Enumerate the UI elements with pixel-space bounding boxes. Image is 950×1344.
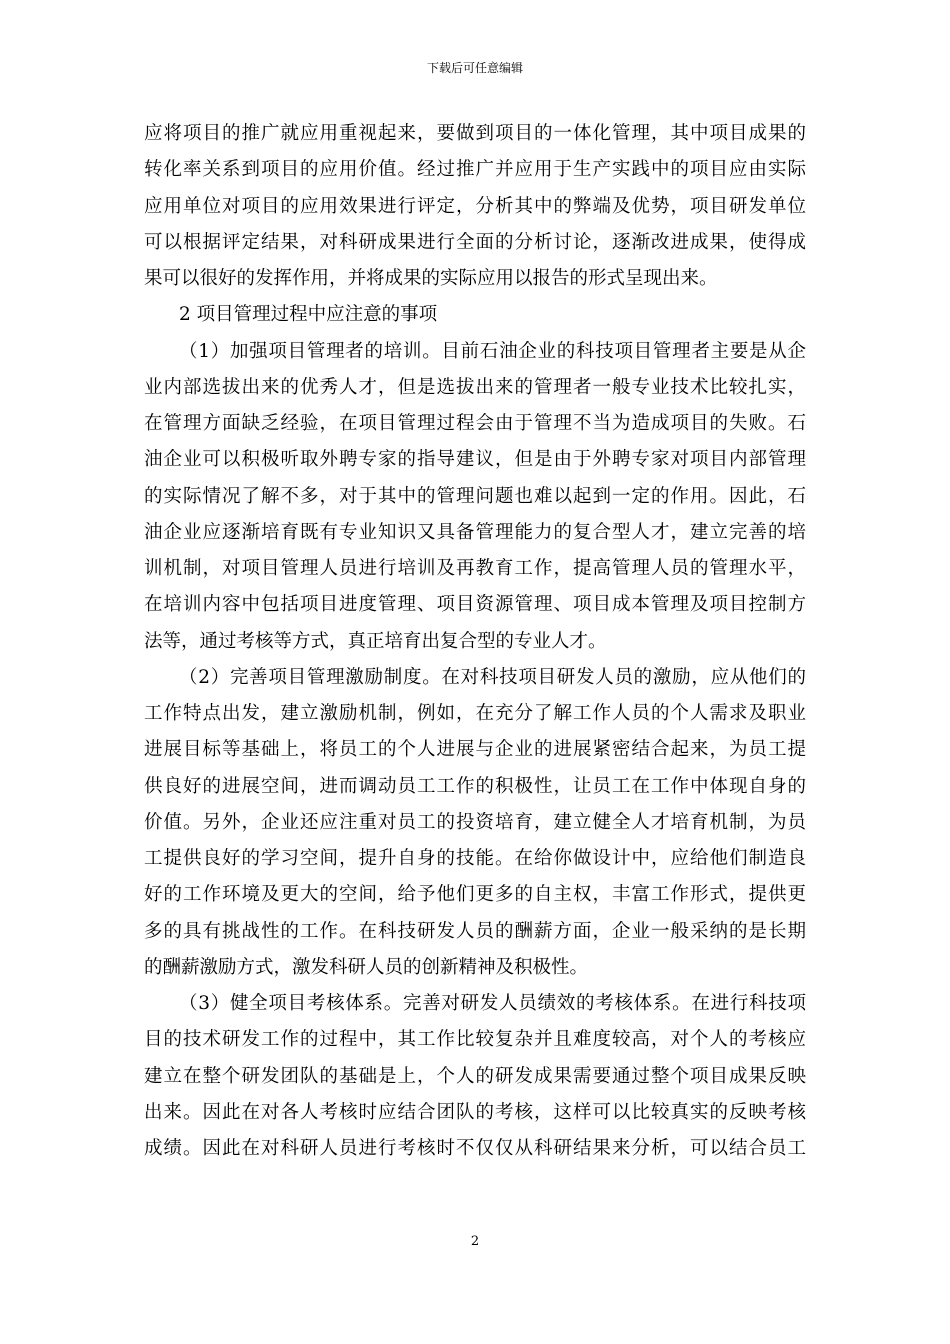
text-line: 出来。因此在对各人考核时应结合团队的考核，这样可以比较真实的反映考核 [144, 1101, 806, 1123]
text-line: 进展目标等基础上，将员工的个人进展与企业的进展紧密结合起来，为员工提 [144, 739, 806, 761]
text-line: 应用单位对项目的应用效果进行评定，分析其中的弊端及优势，项目研发单位 [144, 195, 806, 217]
text-line: 的酬薪激励方式，激发科研人员的创新精神及积极性。 [144, 956, 589, 978]
text-line: 应将项目的推广就应用重视起来，要做到项目的一体化管理，其中项目成果的 [144, 123, 806, 144]
text-line: 供良好的进展空间，进而调动员工工作的积极性，让员工在工作中体现自身的 [144, 775, 806, 797]
text-line: 法等，通过考核等方式，真正培育出复合型的专业人才。 [144, 630, 607, 652]
text-line: （2）完善项目管理激励制度。在对科技项目研发人员的激励，应从他们的 [179, 666, 806, 688]
text-line: 工提供良好的学习空间，提升自身的技能。在给你做设计中，应给他们制造良 [144, 848, 806, 869]
section-heading [144, 297, 806, 333]
text-line: 业内部选拔出来的优秀人才，但是选拔出来的管理者一般专业技术比较扎实， [144, 376, 806, 398]
text-line: 的实际情况了解不多，对于其中的管理问题也难以起到一定的作用。因此，石 [144, 485, 806, 507]
text-line: 油企业可以积极听取外聘专家的指导建议，但是由于外聘专家对项目内部管理 [144, 449, 806, 471]
text-line: 工作特点出发，建立激励机制，例如，在充分了解工作人员的个人需求及职业 [144, 703, 806, 724]
text-line: 果可以很好的发挥作用，并将成果的实际应用以报告的形式呈现出来。 [144, 268, 718, 289]
page-header: 下载后可任意编辑 [426, 61, 523, 75]
text-line: 好的工作环境及更大的空间，给予他们更多的自主权，丰富工作形式，提供更 [144, 884, 806, 906]
text-line: 建立在整个研发团队的基础是上，个人的研发成果需要通过整个项目成果反映 [144, 1065, 806, 1087]
text-line: 在管理方面缺乏经验，在项目管理过程会由于管理不当为造成项目的失败。石 [144, 413, 806, 434]
paragraph [144, 660, 806, 986]
page-number: 2 [470, 1234, 480, 1249]
text-line: 在培训内容中包括项目进度管理、项目资源管理、项目成本管理及项目控制方 [144, 594, 806, 616]
text-line: 2 项目管理过程中应注意的事项 [179, 304, 438, 326]
text-line: 价值。另外，企业还应注重对员工的投资培育，建立健全人才培育机制，为员 [144, 811, 806, 833]
paragraph [144, 116, 806, 297]
text-line: （3）健全项目考核体系。完善对研发人员绩效的考核体系。在进行科技项 [179, 993, 806, 1014]
text-line: 转化率关系到项目的应用价值。经过推广并应用于生产实践中的项目应由实际 [144, 159, 806, 181]
paragraph [144, 334, 806, 660]
text-line: （1）加强项目管理者的培训。目前石油企业的科技项目管理者主要是从企 [179, 340, 806, 362]
text-line: 目的技术研发工作的过程中，其工作比较复杂并且难度较高，对个人的考核应 [144, 1029, 806, 1051]
paragraph [144, 986, 806, 1167]
text-line: 可以根据评定结果，对科研成果进行全面的分析讨论，逐渐改进成果，使得成 [144, 231, 806, 253]
text-line: 油企业应逐渐培育既有专业知识又具备管理能力的复合型人才，建立完善的培 [144, 521, 806, 543]
text-line: 成绩。因此在对科研人员进行考核时不仅仅从科研结果来分析，可以结合员工 [144, 1138, 806, 1159]
text-line: 多的具有挑战性的工作。在科技研发人员的酬薪方面，企业一般采纳的是长期 [144, 920, 806, 942]
body-text [144, 116, 806, 1167]
text-line: 训机制，对项目管理人员进行培训及再教育工作，提高管理人员的管理水平， [144, 558, 806, 579]
